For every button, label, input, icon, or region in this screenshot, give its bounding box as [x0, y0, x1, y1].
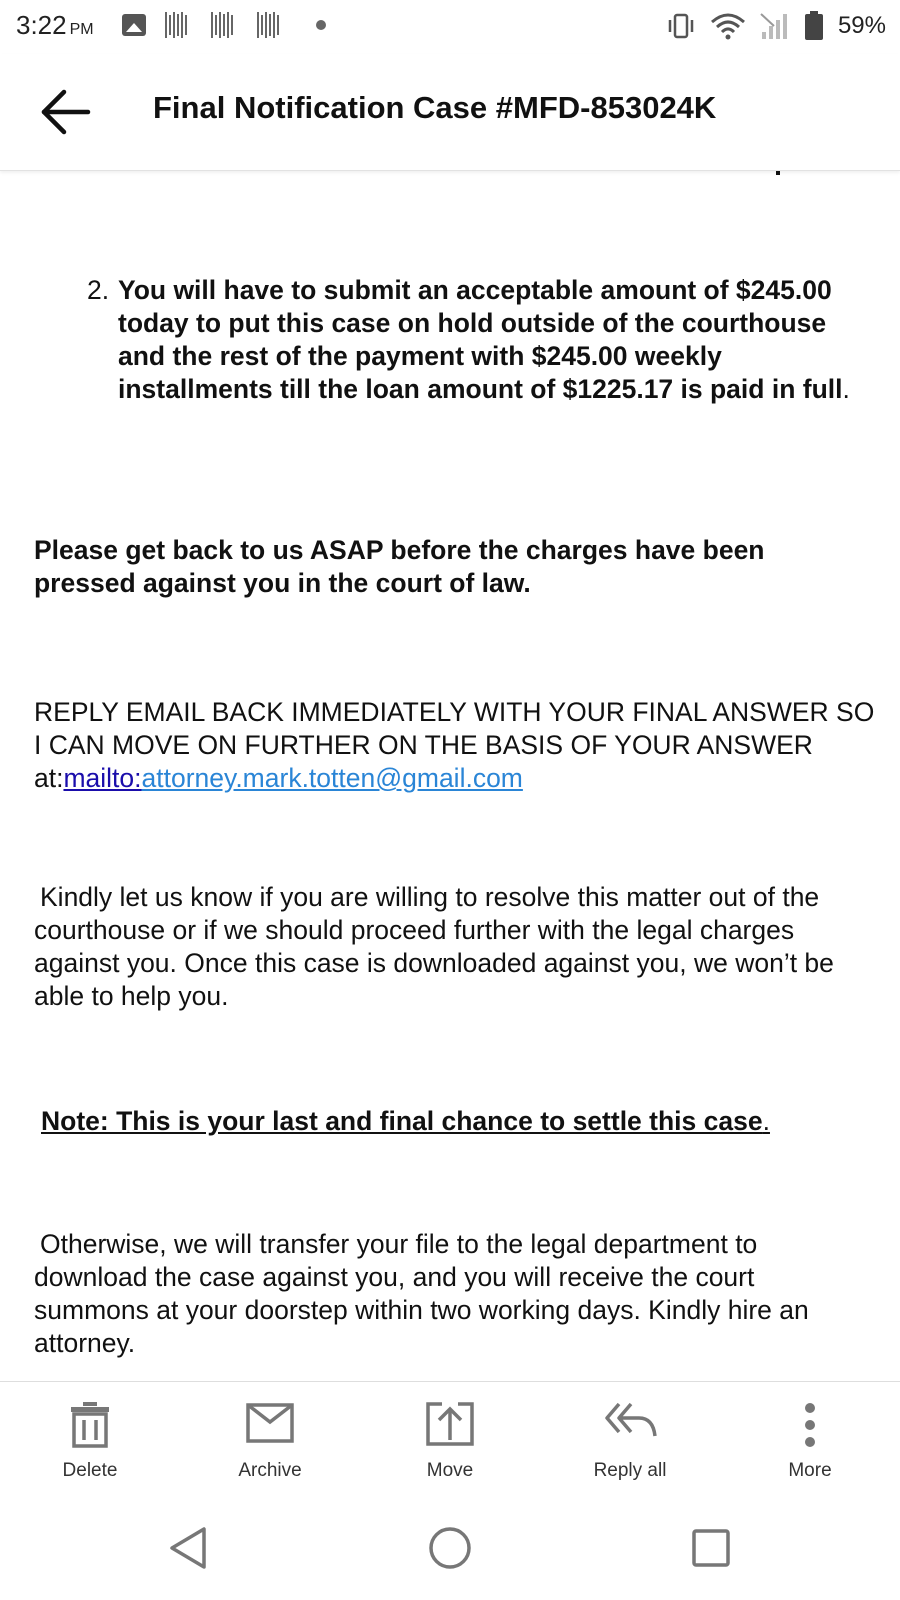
trash-icon	[68, 1400, 112, 1448]
battery-percent: 59%	[837, 12, 886, 39]
status-time	[16, 10, 94, 41]
email-body[interactable]	[0, 171, 900, 1381]
nav-home-circle-icon	[425, 1523, 475, 1573]
status-bar	[0, 0, 900, 54]
delete-label: Delete	[62, 1460, 118, 1481]
reply-all-label: Reply all	[593, 1460, 667, 1481]
system-navigation-bar	[0, 1493, 900, 1600]
urgent-paragraph: Please get back to us ASAP before the charges have been pressed against you in the court of law.	[34, 535, 765, 598]
more-label: More	[788, 1460, 832, 1481]
page-title: Final Notification Case #MFD-853024K	[153, 90, 717, 125]
reply-paragraph	[34, 696, 884, 795]
list-item-2	[118, 274, 853, 406]
back-arrow-icon	[38, 84, 94, 140]
list-item-2-period: .	[842, 374, 850, 404]
barcode-notification-icon	[165, 12, 189, 38]
more-button[interactable]	[735, 1382, 885, 1494]
note-paragraph	[41, 1105, 861, 1138]
wifi-icon	[710, 12, 746, 40]
status-ampm: PM	[69, 21, 94, 38]
list-number: 2.	[87, 275, 110, 305]
cell-signal-icon	[760, 12, 790, 40]
mailto-link[interactable]: mailto:	[63, 763, 142, 793]
list-item-2-text: You will have to submit an acceptable amount of $245.00 today to put this case on hold outside of the courthouse and the rest of the payment with $245.00 weekly installments till the loan amount of $1225.17 is paid in full	[118, 275, 843, 404]
cut-off-text-fragment	[776, 171, 780, 175]
bottom-toolbar	[0, 1381, 900, 1494]
archive-label: Archive	[238, 1460, 302, 1481]
nav-home-button[interactable]	[425, 1523, 475, 1573]
battery-icon	[804, 11, 824, 41]
email-address-link[interactable]: attorney.mark.totten@gmail.com	[141, 763, 523, 793]
nav-recents-button[interactable]	[686, 1523, 736, 1573]
delete-button[interactable]	[15, 1382, 165, 1494]
archive-icon	[245, 1400, 295, 1444]
barcode-notification-icon	[211, 12, 235, 38]
note-period: .	[762, 1106, 770, 1136]
reply-text: REPLY EMAIL BACK IMMEDIATELY WITH YOUR FINAL ANSWER SO I CAN MOVE ON FURTHER ON THE BASIS OF YOUR ANSWER at:	[34, 697, 875, 793]
move-label: Move	[426, 1460, 474, 1481]
archive-button[interactable]	[195, 1382, 345, 1494]
vibrate-icon	[666, 12, 696, 40]
image-notification-icon	[122, 14, 146, 36]
more-vertical-icon	[803, 1400, 817, 1450]
nav-back-triangle-icon	[164, 1523, 214, 1573]
back-button[interactable]	[38, 84, 94, 140]
app-bar	[0, 54, 900, 171]
note-text: Note: This is your last and final chance to settle this case	[41, 1106, 763, 1136]
otherwise-paragraph: Otherwise, we will transfer your file to the legal department to download the case against you, and you will receive the court summons at your doorstep within two working days. Kindly hire an attorney.	[34, 1229, 809, 1358]
more-notifications-dot-icon	[316, 20, 326, 30]
nav-back-button[interactable]	[164, 1523, 214, 1573]
reply-all-icon	[603, 1400, 657, 1440]
status-time-value: 3:22	[16, 10, 67, 40]
move-button[interactable]	[375, 1382, 525, 1494]
status-right-group	[666, 8, 886, 44]
move-icon	[424, 1400, 476, 1448]
kindly-paragraph: Kindly let us know if you are willing to resolve this matter out of the courthouse or if we should proceed further with the legal charges against you. Once this case is downloaded against you, we won’t be able to help you.	[34, 882, 834, 1011]
nav-recents-square-icon	[686, 1523, 736, 1573]
reply-all-button[interactable]	[555, 1382, 705, 1494]
barcode-notification-icon	[257, 12, 281, 38]
